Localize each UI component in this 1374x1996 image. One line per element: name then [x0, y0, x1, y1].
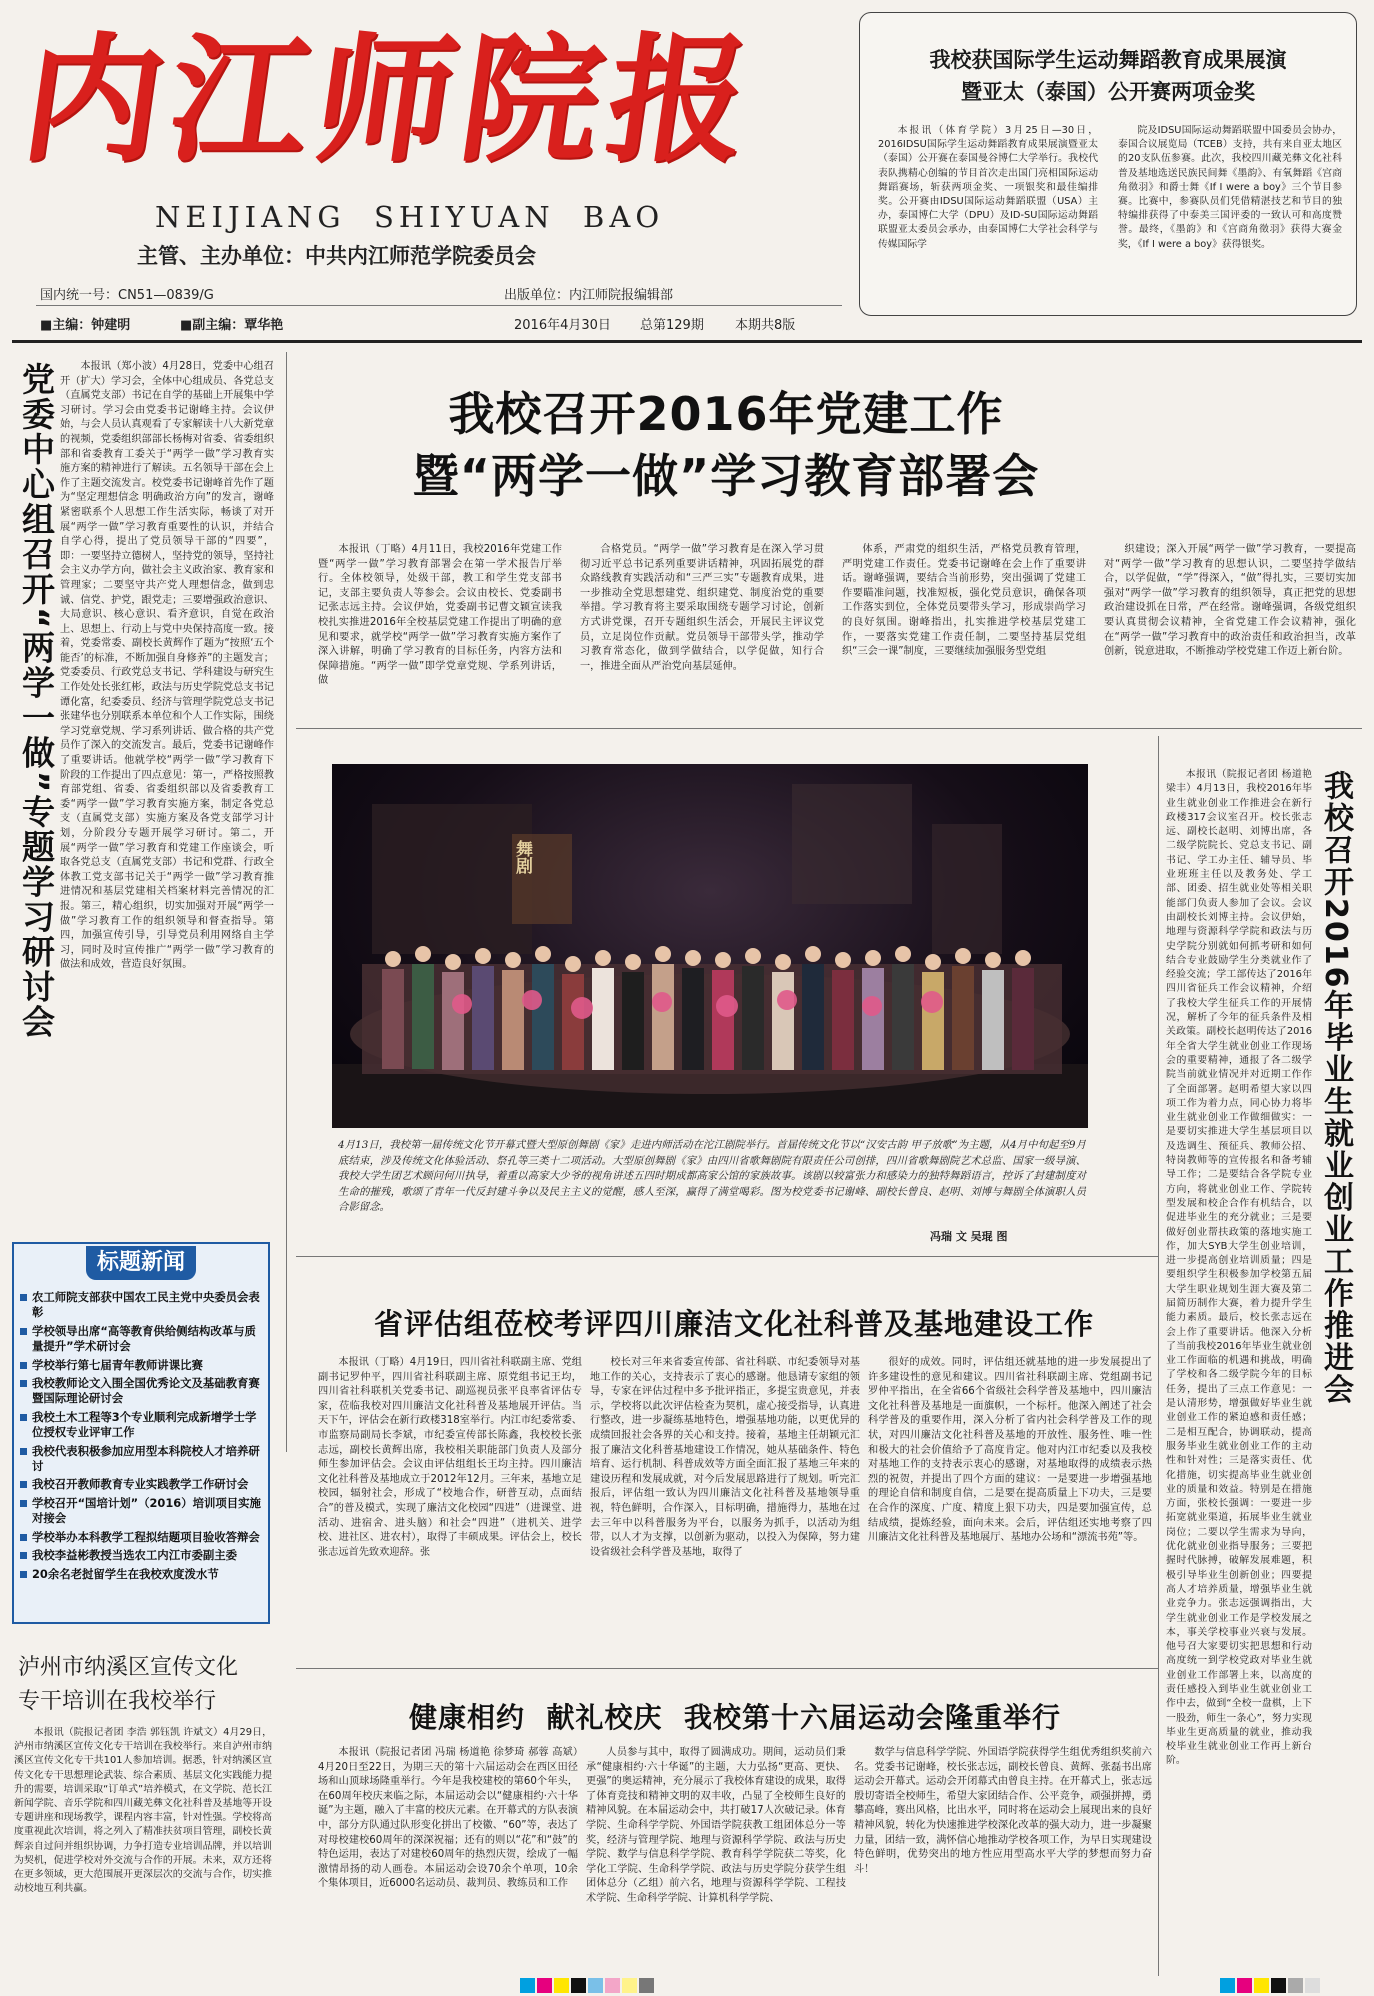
lianjie-col3: 很好的成效。同时，评估组还就基地的进一步发展提出了许多建设性的意见和建议。四川省社科联副主席、党组副书记罗仲平指出，在全省66个省级社会科学普及基地中，四川廉洁文化社科普及基地是一面旗帜，一个标杆。他深入阐述了社会科学普及的重要作用，深入分析了省内社会科学普及工作的现状，对四川廉洁文化社科普及基地的开放性、服务性、唯一性和极大的社会价值给予了高度肯定。他对内江市纪委以及我校对基地工作的支持表示衷心的感谢，对基地取得的成绩表示热烈的祝贺，并提出了四个方面的建议：一是要进一步增强基地的理论自信和制度自信，二是要在提高质量上下功夫，三是要在合作的深度、广度、精度上狠下功夫，四是要加强宣传，总结成绩，提炼经验，面向未来。会后，评估组还实地考察了四川廉洁文化社科普及基地展厅、基地办公场和“漂流书苑”等。	[868, 1357, 1152, 1544]
news-item[interactable]: 学校召开“国培计划”（2016）培训项目实施对接会	[18, 1496, 266, 1527]
left-article-title: 党委中心组召开“两学一做”专题学习研讨会	[17, 362, 56, 1040]
sports-col1: 本报讯（院报记者团 冯瑞 杨道艳 徐梦琦 郝蓉 高斌）4月20日至22日，为期三天的第十六届运动会在西区田径场和山顶球场隆重举行。今年是我校建校的第60个年头，在60周年校庆来临之际，本届运动会以“健康相约·六十华诞”为主题，融入了丰富的校庆元素。在开幕式的方队表演中，部分方队通过队形变化拼出了校徽、“60”等，表达了对母校建校60周年的深深祝福；还有的则以“花”和“鼓”的特色运用，表达了对建校60周年的热烈庆贺，绘成了一幅激情昂扬的动人画卷。本届运动会设70余个单项，10余个集体项目，近6000名运动员、裁判员、教练员和工作	[318, 1747, 578, 1890]
main-article-col1: 本报讯（丁略）4月11日，我校2016年党建工作暨“两学一做”学习教育部署会在第一学术报告厅举行。全体校领导，处级干部，教工和学生党支部书记，支部主要负责人等参会。会议由校长、党委副书记张志远主持。会议伊始，党委副书记曹文颖宣读我校扎实推进2016年全校基层党建工作提出了明确的意见和要求，就学校“两学一做”学习教育实施方案作了深入讲解，明确了学习教育的目标任务，内容方法和保障措施。“两学一做”即学党章党规、学系列讲话，做	[318, 544, 562, 687]
masthead-issn: 国内统一号：CN51—0839/G	[40, 288, 214, 303]
news-item[interactable]: 我校召开教师教育专业实践教学工作研讨会	[18, 1477, 266, 1492]
news-item[interactable]: 我校教师论文入围全国优秀论文及基础教育赛暨国际理论研讨会	[18, 1376, 266, 1407]
sports-headline: 健康相约 献礼校庆 我校第十六届运动会隆重举行	[409, 1701, 1061, 1734]
print-color-bar-right	[1220, 1978, 1322, 1994]
luzhou-title-1: 泸州市纳溪区宣传文化	[18, 1655, 239, 1680]
right-article-title: 我校召开2016年毕业生就业创业工作推进会	[1318, 770, 1353, 1406]
lianjie-col2: 校长对三年来省委宣传部、省社科联、市纪委领导对基地工作的关心，支持表示了衷心的感谢。他恳请专家组的领导，专家在评估过程中多予批评指正，多提宝贵意见，并表示，学校将以此次评估检查为契机，虚心接受指导，认真进行整改，进一步凝练基地特色，增强基地功能，以更优异的成绩回报社会各界的关心和支持。接着，基地主任胡颖元汇报了廉洁文化科普基地建设工作情况，她从基础条件、特色培育、运行机制、科普成效等方面全面汇报了基地三年来的建设历程和发展成就，对今后发展思路进行了规划。听完汇报后，评估组一致认为四川廉洁文化社科普及基地领导重视，特色鲜明，合作深入，目标明确，措施得力，基地在过去三年中以科普服务为平台，以服务为抓手，以活动为组带，以人才为支撑，以创新为驱动，以投入为保障，努力建设省级社会科学普及基地，取得了	[590, 1357, 860, 1558]
lianjie-headline: 省评估组莅校考评四川廉洁文化社科普及基地建设工作	[373, 1307, 1094, 1341]
top-box-headline-2: 暨亚太（泰国）公开赛两项金奖	[961, 80, 1255, 104]
print-color-bar	[520, 1978, 656, 1994]
headline-news-list	[18, 1290, 266, 1585]
main-article-col3: 体系，严肃党的组织生活，严格党员教育管理，严明党建工作责任。党委书记谢峰在会上作了重要讲话。谢峰强调，要结合当前形势，突出强调了党建工作要瞄准问题，找准短板，强化党员意识，确保各项工作落实到位，全体党员要带头学习，形成崇尚学习的良好氛围。谢峰指出，扎实推进学校基层党建工作，一要落实党建工作责任制，二要坚持基层党组织“三会一课”制度，三要继续加强服务型党组	[842, 544, 1086, 658]
luzhou-title-2: 专干培训在我校举行	[18, 1689, 217, 1714]
group-photo	[332, 764, 1088, 1128]
luzhou-body: 本报讯（院报记者团 李浩 郭钰凯 许斌文）4月29日，泸州市纳溪区宣传文化专干培训在我校举行。来自泸州市纳溪区宣传文化专干共101人参加培训。据悉，针对纳溪区宣传文化专干思想理论武装、综合素质、基层文化实践能力提升的需要，培训采取“订单式”培养模式，在文学院、范长江新闻学院、音乐学院和四川藏羌彝文化社科普及基地等开设专题讲座和现场教学，课程内容丰富，针对性强。学校将高度重视此次培训，将之列入了精准扶贫项目管理，副校长黄辉亲自过问并组织协调，力争打造专业培训品牌，并以培训为契机，促进学校对外交流与合作的开展。未来，双方还将在更多领域，更大范围展开更深层次的交流与合作，切实推动校地互利共赢。	[14, 1727, 272, 1895]
masthead-deputy-editor: ■副主编：覃华艳	[180, 318, 284, 333]
news-item[interactable]: 学校举行第七届青年教师讲课比赛	[18, 1358, 266, 1373]
right-article-body: 本报讯（院报记者团 杨道艳 梁丰）4月13日，我校2016年毕业生就业创业工作推进会在新行政楼317会议室召开。校长张志远、副校长赵明、刘博出席，各二级学院院长、党总支书记、副书记、学工办主任、辅导员、毕业班班主任以及教务处、学工部、团委、招生就业处等相关职能部门负责人参加了会议。会议由副校长刘博主持。会议伊始，地理与资源科学学院和政法与历史学院分别就如何抓考研和如何结合专业鼓励学生分类就业作了经验交流；学工部传达了2016年四川省征兵工作会议精神，介绍了我校大学生征兵工作的开展情况，解析了今年的征兵条件及相关政策。副校长赵明传达了2016年全省大学生就业创业工作现场会的重要精神，通报了各二级学院当前就业情况并对近期工作作了全面部署。赵明希望大家以四项工作为着力点，同心协力将毕业生就业创业工作做细做实：一是要切实推进大学生基层项目以及选调生、预征兵、教师公招、特岗教师等的宣传报名和备考辅导工作；二是要结合各学院专业方向，将就业创业工作、学院转型发展和校企合作有机结合，以促进毕业生的充分就业；三是要做好创业帮扶政策的落地实施工作，加大SYB大学生创业培训，进一步提高创业培训质量；四是要组织学生积极参加学校第五届大学生职业规划生涯大赛及第二届简历制作大赛，着力提升学生能力素质。最后，校长张志远在会上作了重要讲话。他深入分析了当前我校2016年毕业生就业创业工作面临的机遇和挑战，明确了学校和各二级学院今年的目标任务，提出了三点工作意见：一是认清形势，增强做好毕业生就业创业工作的紧迫感和责任感；二是相互配合，协调联动，提高服务毕业生就业创业工作的主动性和针对性；三是落实责任、优化措施，切实提高毕业生就业创业的质量和效益。特别是在措施方面，张校长强调：一要进一步拓宽就业渠道，拓展毕业生就业岗位；二要以学生需求为导向，优化就业创业指导服务；三要把握时代脉搏，破解发展难题，积极引导毕业生创新创业；四要提高人才培养质量，增强毕业生就业竞争力。张志远强调指出，大学生就业创业工作是学校发展之本，事关学校事业兴衰与发展。他号召大家要切实把思想和行动高度统一到学校党政对毕业生就业创业工作部署上来，以高度的责任感投入到毕业生就业创业工作中去，做到“全校一盘棋，上下一股劲，师生一条心”，努力实现毕业生更高质量的就业，推动我校毕业生就业创业工作再上新台阶。	[1166, 769, 1312, 1767]
main-article-col4: 织建设；深入开展“两学一做”学习教育，一要提高对“两学一做”学习教育的思想认识，二要坚持学做结合，以学促做，“学”得深入，“做”得扎实，三要切实加强对“两学一做”学习教育的组织领导，真正把党的思想政治建设抓在日常，严在经常。谢峰强调，各级党组织要认真贯彻会议精神，全省党建工作会议精神，强化在“两学一做”学习教育中的政治责任和政治担当，改革创新，锐意进取，不断推动学校党建工作迈上新台阶。	[1104, 544, 1356, 658]
photo-credit: 冯瑞 文 吴琨 图	[930, 1230, 1008, 1243]
top-box-col1: 本报讯（体育学院）3月25日—30日，2016IDSU国际学生运动舞蹈教育成果展演暨亚太（泰国）公开赛在泰国曼谷博仁大学举行。我校代表队携精心创编的节目首次走出国门亮相国际运动舞蹈赛场，斩获两项金奖、一项银奖和最佳编排奖。公开赛由IDSU国际运动舞蹈联盟（USA）主办，泰国博仁大学（DPU）及ID-SU国际运动舞蹈联盟亚太委员会承办，由泰国博仁大学社会科学与传媒国际学	[878, 125, 1098, 250]
headline-news-title: 标题新闻	[86, 1246, 196, 1280]
lianjie-col1: 本报讯（丁略）4月19日，四川省社科联副主席、党组副书记罗仲平，四川省社科联副主席、原党组书记王均，四川省社科联机关党委书记、副巡视员张平良率省评估专家，莅临我校对四川廉洁文化社科普及基地展开评估。当天下午，评估会在新行政楼318室举行。内江市纪委常委、市监察局副局长李斌，市纪委宣传部长陈鑫，我校校长张志远，副校长黄辉出席，我校相关职能部门负责人及部分师生参加评估会。会议由评估组组长王均主持。四川廉洁文化社科普及基地成立于2012年12月。三年来，基地立足校园，辐射社会，形成了“校地合作，研普互动，点面结合”的普及模式，实现了廉洁文化校园“四进”（进课堂、进活动、进宿舍、进头脑）和社会“四进”（进机关、进学校、进社区、进农村），取得了丰硕成果。评估会上，校长张志远首先致欢迎辞。张	[318, 1357, 582, 1558]
photo-stage-sign: 舞剧	[512, 840, 532, 874]
masthead-issue: 总第129期	[640, 318, 704, 333]
news-item[interactable]: 农工师院支部获中国农工民主党中央委员会表彰	[18, 1290, 266, 1321]
news-item[interactable]: 20余名老挝留学生在我校欢度泼水节	[18, 1567, 266, 1582]
news-item[interactable]: 学校领导出席“高等教育供给侧结构改革与质量提升”学术研讨会	[18, 1324, 266, 1355]
news-item[interactable]: 我校李益彬教授当选农工内江市委副主委	[18, 1548, 266, 1563]
sports-col3: 数学与信息科学学院、外国语学院获得学生组优秀组织奖前六名。党委书记谢峰，校长张志远，副校长曾良、黄辉、张磊书出席运动会开幕式。运动会开闭幕式由曾良主持。在开幕式上，张志远殷切寄语全校师生，希望大家团结合作、公平竞争，顽强拼搏，勇攀高峰，赛出风格，比出水平，同时将在运动会上展现出来的良好精神风貌，转化为快速推进学校深化改革的强大动力，进一步凝聚力量，团结一致，满怀信心地推动学校各项工作，为早日实现建设特色鲜明，优势突出的地方性应用型高水平大学的梦想而努力奋斗！	[854, 1747, 1152, 1875]
masthead-date: 2016年4月30日	[514, 318, 611, 333]
main-headline-line-1: 我校召开2016年党建工作	[448, 387, 1004, 441]
masthead-publisher: 出版单位：内江师院报编辑部	[504, 288, 674, 303]
masthead-logo: 内江师院报	[13, 18, 767, 181]
masthead-pages: 本期共8版	[735, 318, 796, 333]
news-item[interactable]: 我校代表积极参加应用型本科院校人才培养研讨	[18, 1444, 266, 1475]
main-article-col2: 合格党员。“两学一做”学习教育是在深入学习贯彻习近平总书记系列重要讲话精神，巩固拓展党的群众路线教育实践活动和“三严三实”专题教育成果，进一步推动全党思想建党、组织建党、制度治党的重要举措。学习教育将主要采取围绕专题学习讨论，创新方式讲党课，召开专题组织生活会，开展民主评议党员，立足岗位作贡献。党员领导干部带头学，推动学习教育常态化，做到学做结合，以学促做，知行合一，推进全面从严治党向基层延伸。	[580, 544, 824, 672]
photo-scene	[332, 764, 1088, 1128]
news-item[interactable]: 我校土木工程等3个专业顺利完成新增学士学位授权专业评审工作	[18, 1410, 266, 1441]
masthead-pinyin: NEIJIANG SHIYUAN BAO	[155, 200, 665, 234]
masthead-chief-editor: ■主编：钟建明	[40, 318, 131, 333]
left-article-body: 本报讯（郑小波）4月28日，党委中心组召开（扩大）学习会，全体中心组成员、各党总支（直属党支部）书记在自学的基础上开展集中学习研讨。学习会由党委书记谢峰主持。会议伊始，与会人员认真观看了专家解读十八大新党章的视频，党委组织部部长杨梅对省委、省委组织部和省委教育工委关于“两学一做”学习教育实施方案的精神进行了解读。五名领导干部在会上作了主题交流发言。校党委书记谢峰首先作了题为“坚定理想信念 明确政治方向”的发言，谢峰紧密联系个人思想工作生活实际，畅谈了对开展“两学一做”学习教育重要性的认识，并结合自学心得，提出了党员领导干部的“四要”，即：一要坚持立德树人，坚持党的领导，坚持社会主义办学方向，做社会主义政治家、教育家和管理家；二要坚守共产党人理想信念，做到忠诚、信党、护党，跟党走；三要增强政治意识、大局意识、核心意识、看齐意识，自觉在政治上、思想上、行动上与党中央保持高度一致。接着，党委常委、副校长黄辉作了题为“按照‘五个能否’的标准，不断加强自身修养”的主题发言；党委委员、行政党总支书记、学科建设与研究生工作处处长张红彬，政法与历史学院党总支书记谭化富，纪委委员、经济与管理学院党总支书记张建华也分别联系本单位和个人工作实际，围绕学习党章党规、学习系列讲话、做合格的共产党员作了深入的交流发言。最后，党委书记谢峰作了重要讲话。他就学校“两学一做”学习教育下阶段的工作提出了四点意见：第一，严格按照教育部党组、省委、省委组织部以及省委教育工委“两学一做”学习教育实施方案，制定各党总支（直属党支部）实施方案及各党支部学习计划，分阶段分专题开展学习研讨。第二，开展“两学一做”学习教育和党建工作座谈会，听取各党总支（直属党支部）书记和党群、行政全体教工党支部书记关于“两学一做”学习教育推进情况和基层党建相关档案材料完善情况的汇报。第三，精心组织，切实加强对开展“两学一做”学习教育工作的组织领导和督查指导。第四，加强宣传引导，引导党员利用网络自主学习，同时及时宣传推广“两学一做”学习教育的做法和成效，营造良好氛围。	[60, 361, 274, 971]
top-box-col2: 院及IDSU国际运动舞蹈联盟中国委员会协办，泰国合议展览局（TCEB）支持，共有来自亚太地区的20支队伍参赛。此次，我校四川藏羌彝文化社科普及基地选送民族民间舞《墨韵》、有氧舞蹈《宫商角徵羽》和爵士舞《If I were a boy》三个节目参赛。比赛中，参赛队员们凭借精湛技艺和节目的独特编排获得了中泰美三国评委的一致认可和高度赞誉。最终，《墨韵》和《宫商角徵羽》获得大赛金奖，《If I were a boy》获得银奖。	[1118, 125, 1342, 250]
news-item[interactable]: 学校举办本科教学工程拟结题项目验收答辩会	[18, 1530, 266, 1545]
photo-caption: 4月13日，我校第一届传统文化节开幕式暨大型原创舞剧《家》走进内师活动在沱江剧院举行。首届传统文化节以“汉安古韵 甲子放歌”为主题，从4月中旬起至9月底结束，涉及传统文化体验活动、祭孔等三类十二项活动。大型原创舞剧《家》由四川省歌舞剧院有限责任公司创排，四川省歌舞剧院艺术总监、国家一级导演、我校大学生团艺术顾问何川执导，着重以高家大少爷的视角讲述五四时期成都高家公馆的家族故事。该剧以较富张力和感染力的独特舞蹈语言，控诉了封建制度对生命的摧残，歌颂了青年一代反封建斗争以及民主主义的觉醒，感人至深，赢得了满堂喝彩。图为校党委书记谢峰、副校长曾良、赵明、刘博与舞剧全体演职人员合影留念。	[338, 1139, 1086, 1213]
sports-col2: 人员参与其中，取得了圆满成功。期间，运动员们秉承“健康相约·六十华诞”的主题，大力弘扬“更高、更快、更强”的奥运精神，充分展示了我校体育建设的成果，取得了体育竞技和精神文明的双丰收，凸显了全校师生良好的精神风貌。在本届运动会中，共打破17人次破记录。体育学院、生命科学学院、外国语学院获教工组团体总分一等奖，经济与管理学院、地理与资源科学学院、政法与历史学院、数学与信息科学学院、教育科学学院获二等奖，化学化工学院、生命科学学院、政法与历史学院分获学生组团体总分（乙组）前六名，地理与资源科学学院、工程技术学院、生命科学学院、计算机科学学院、	[586, 1747, 846, 1904]
masthead-sponsor: 主管、主办单位：中共内江师范学院委员会	[137, 244, 536, 268]
top-box-headline-1: 我校获国际学生运动舞蹈教育成果展演	[929, 48, 1287, 72]
main-headline-line-2: 暨“两学一做”学习教育部署会	[412, 449, 1040, 503]
